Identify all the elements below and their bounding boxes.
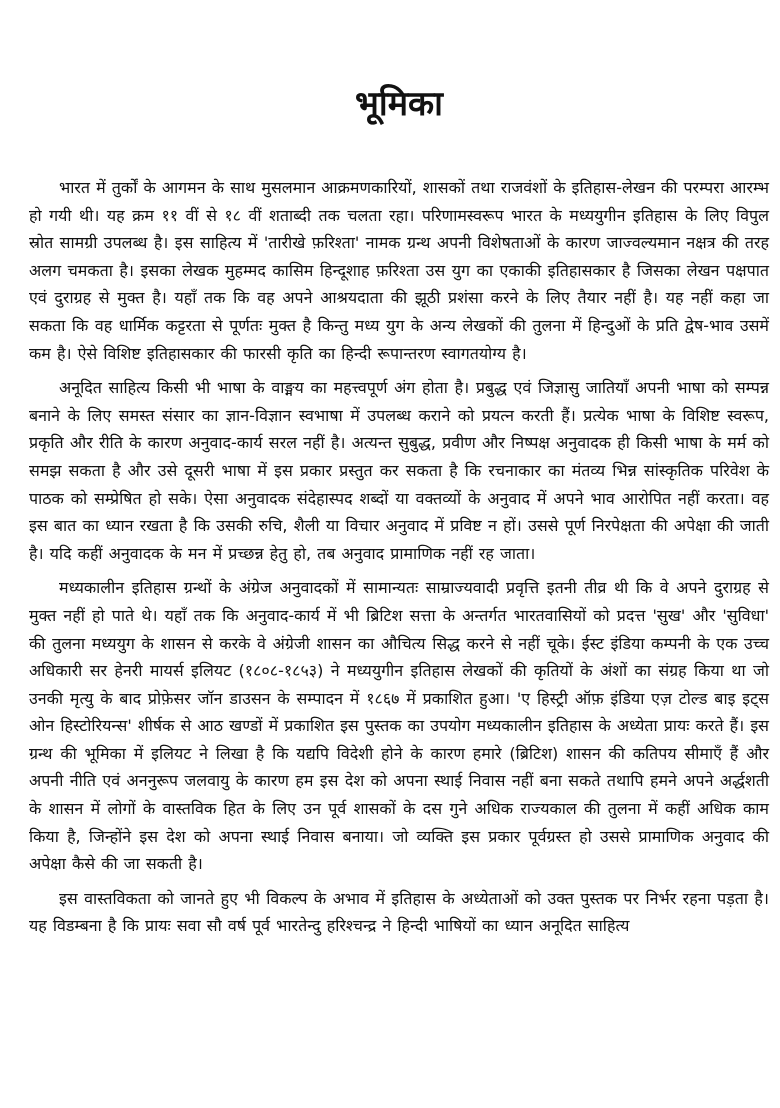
paragraph-4: इस वास्तविकता को जानते हुए भी विकल्प के अभाव में इतिहास के अध्येताओं को उक्त पुस्तक पर निर्भर रहना पड़ता है। यह विडम्बना है कि प्रायः सवा सौ वर्ष पूर्व भारतेन्दु हरिश्चन्द्र ने हिन्दी भाषियों का ध्यान अनूदित साहित्य <box>29 888 769 936</box>
document-page <box>29 80 769 947</box>
paragraph-1: भारत में तुर्कों के आगमन के साथ मुसलमान आक्रमणकारियों, शासकों तथा राजवंशों के इतिहास-लेखन की परम्परा आरम्भ हो गयी थी। यह क्रम ११ वीं से १८ वीं शताब्दी तक चलता रहा। परिणामस्वरूप भारत के मध्ययुगीन इतिहास के लिए विपुल स्रोत सामग्री उपलब्ध है। इस साहित्य में 'तारीखे फ़रिश्ता' नामक ग्रन्थ अपनी विशेषताओं के कारण जाज्वल्यमान नक्षत्र की तरह अलग चमकता है। इसका लेखक मुहम्मद कासिम हिन्दूशाह फ़रिश्ता उस युग का एकाकी इतिहासकार है जिसका लेखन पक्षपात एवं दुराग्रह से मुक्त है। यहाँ तक कि वह अपने आश्रयदाता की झूठी प्रशंसा करने के लिए तैयार नहीं है। यह नहीं कहा जा सकता कि वह धार्मिक कट्टरता से पूर्णतः मुक्त है किन्तु मध्य युग के अन्य लेखकों की तुलना में हिन्दुओं के प्रति द्वेष-भाव उसमें कम है। ऐसे विशिष्ट इतिहासकार की फारसी कृति का हिन्दी रूपान्तरण स्वागतयोग्य है। <box>29 178 769 363</box>
paragraph-2: अनूदित साहित्य किसी भी भाषा के वाङ्मय का महत्त्वपूर्ण अंग होता है। प्रबुद्ध एवं जिज्ञासु जातियाँ अपनी भाषा को सम्पन्न बनाने के लिए समस्त संसार का ज्ञान-विज्ञान स्वभाषा में उपलब्ध कराने को प्रयत्न करती हैं। प्रत्येक भाषा के विशिष्ट स्वरूप, प्रकृति और रीति के कारण अनुवाद-कार्य सरल नहीं है। अत्यन्त सुबुद्ध, प्रवीण और निष्पक्ष अनुवादक ही किसी भाषा के मर्म को समझ सकता है और उसे दूसरी भाषा में इस प्रकार प्रस्तुत कर सकता है कि रचनाकार का मंतव्य भिन्न सांस्कृतिक परिवेश के पाठक को सम्प्रेषित हो सके। ऐसा अनुवादक संदेहास्पद शब्दों या वक्तव्यों के अनुवाद में अपने भाव आरोपित नहीं करता। वह इस बात का ध्यान रखता है कि उसकी रुचि, शैली या विचार अनुवाद में प्रविष्ट न हों। उससे पूर्ण निरपेक्षता की अपेक्षा की जाती है। यदि कहीं अनुवादक के मन में प्रच्छन्न हेतु हो, तब अनुवाद प्रामाणिक नहीं रह जाता। <box>29 378 769 563</box>
page-title: भूमिका <box>355 84 443 124</box>
paragraph-3: मध्यकालीन इतिहास ग्रन्थों के अंग्रेज अनुवादकों में सामान्यतः साम्राज्यवादी प्रवृत्ति इतनी तीव्र थी कि वे अपने दुराग्रह से मुक्त नहीं हो पाते थे। यहाँ तक कि अनुवाद-कार्य में भी ब्रिटिश सत्ता के अन्तर्गत भारतवासियों को प्रदत्त 'सुख' और 'सुविधा' की तुलना मध्ययुग के शासन से करके वे अंग्रेजी शासन का औचित्य सिद्ध करने से नहीं चूके। ईस्ट इंडिया कम्पनी के एक उच्च अधिकारी सर हेनरी मायर्स इलियट (१८०८-१८५३) ने मध्ययुगीन इतिहास लेखकों की कृतियों के अंशों का संग्रह किया था जो उनकी मृत्यु के बाद प्रोफ़ेसर जॉन डाउसन के सम्पादन में १८६७ में प्रकाशित हुआ। 'ए हिस्ट्री ऑफ़ इंडिया एज़ टोल्ड बाइ इट्स ओन हिस्टोरियन्स' शीर्षक से आठ खण्डों में प्रकाशित इस पुस्तक का उपयोग मध्यकालीन इतिहास के अध्येता प्रायः करते हैं। इस ग्रन्थ की भूमिका में इलियट ने लिखा है कि यद्यपि विदेशी होने के कारण हमारे (ब्रिटिश) शासन की कतिपय सीमाएँ हैं और अपनी नीति एवं अननुरूप जलवायु के कारण हम इस देश को अपना स्थाई निवास नहीं बना सकते तथापि हमने अपने अर्द्धशती के शासन में लोगों के वास्तविक हित के लिए उन पूर्व शासकों के दस गुने अधिक राज्यकाल की तुलना में कहीं अधिक काम किया है, जिन्होंने इस देश को अपना स्थाई निवास बनाया। जो व्यक्ति इस प्रकार पूर्वग्रस्त हो उससे प्रामाणिक अनुवाद की अपेक्षा कैसे की जा सकती है। <box>29 578 769 874</box>
